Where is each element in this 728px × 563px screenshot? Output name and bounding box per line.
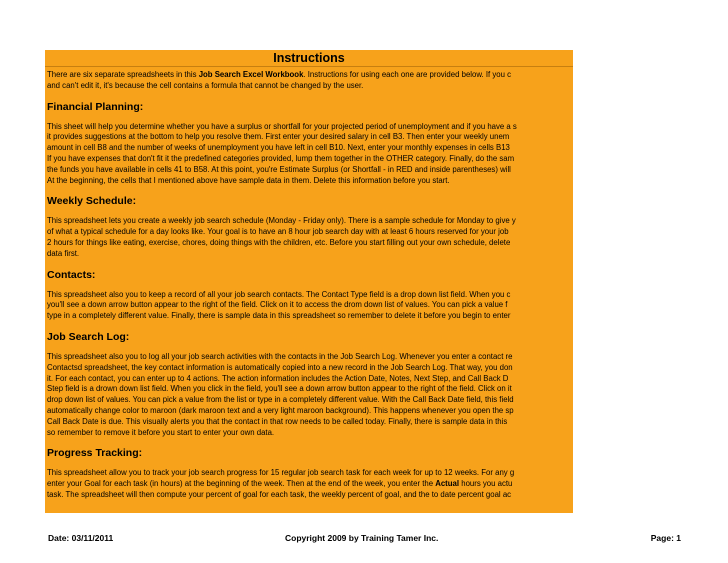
page-footer bbox=[45, 533, 681, 547]
text-line: Step field is a drown down list field. When you click in the field, you'll see a down arrow button appear to the right of the field. Click on it bbox=[47, 384, 512, 394]
footer-copyright: Copyright 2009 by Training Tamer Inc. bbox=[285, 533, 439, 543]
text-line: drop down list of values. You can pick a value from the list or type in a completely different value. With the Call Back Date field, this field bbox=[47, 395, 514, 405]
footer-page-number: Page: 1 bbox=[650, 533, 681, 543]
weekly-schedule-paragraph bbox=[45, 216, 573, 259]
intro-line: There are six separate spreadsheets in this Job Search Excel Workbook. Instructions for using each one are provided below. If you c bbox=[47, 70, 512, 79]
text-line: automatically change color to maroon (dark maroon text and a very light maroon background). This happens whenever you open the sp bbox=[47, 405, 514, 415]
text-line: This spreadsheet also you to keep a record of all your job search contacts. The Contact Type field is a drop down list field. When you c bbox=[47, 289, 511, 299]
text-line: This spreadsheet allow you to track your job search progress for 15 regular job search task for each week for up to 12 weeks. For any g bbox=[47, 468, 515, 478]
text-line: At the beginning, the cells that I mentioned above have sample data in them. Delete this information before you start. bbox=[47, 175, 450, 185]
text-line: If you have expenses that don't fit it the predefined categories provided, lump them together in the OTHER category. Finally, do the sam bbox=[47, 153, 515, 163]
contacts-paragraph bbox=[45, 290, 573, 322]
text-line: data first. bbox=[47, 248, 80, 258]
text-line: so remember to remove it before you start to enter your own data. bbox=[47, 427, 275, 437]
text-line: it. For each contact, you can enter up to 4 actions. The action information includes the Action Date, Notes, Next Step, and Call Back D bbox=[47, 373, 509, 383]
text-line: This sheet will help you determine whether you have a surplus or shortfall for your projected period of unemployment and if you have a s bbox=[47, 121, 517, 131]
weekly-schedule-heading: Weekly Schedule: bbox=[47, 195, 137, 208]
financial-planning-heading: Financial Planning: bbox=[47, 100, 144, 113]
intro-paragraph bbox=[45, 70, 573, 92]
footer-date: Date: 03/11/2011 bbox=[48, 533, 114, 543]
text-line: enter your Goal for each task (in hours) at the beginning of the week. Then at the end of the week, you enter the Actual hours you actu bbox=[47, 479, 513, 489]
text-line: of what a typical schedule for a day looks like. Your goal is to have an 8 hour job search day with at least 6 hours reserved for your job bbox=[47, 227, 509, 237]
instructions-sheet bbox=[45, 50, 573, 513]
progress-tracking-paragraph bbox=[45, 468, 573, 500]
text-line: it provides suggestions at the bottom to help you resolve them. First enter your desired salary in cell B3. Then enter your weekly unem bbox=[47, 132, 510, 142]
progress-tracking-heading: Progress Tracking: bbox=[47, 447, 143, 460]
sheet-title: Instructions bbox=[45, 50, 573, 67]
job-search-log-paragraph bbox=[45, 352, 573, 438]
text-line: task. The spreadsheet will then compute your percent of goal for each task, the weekly percent of goal, and the to date percent goal ac bbox=[47, 489, 512, 499]
text-line: Call Back Date is due. This visually alerts you that the contact in that row needs to be called today. Finally, there is sample data in this bbox=[47, 416, 508, 426]
text-line: This spreadsheet also you to log all your job search activities with the contacts in the Job Search Log. Whenever you enter a contact re bbox=[47, 351, 513, 361]
text-line: amount in cell B8 and the number of weeks of unemployment you have left in cell B10. Next, enter your monthly expenses in cells B13 bbox=[47, 143, 510, 153]
text-line: you'll see a down arrow button appear to the right of the field. Click on it to access the drom down list of values. You can pick a value f bbox=[47, 300, 508, 310]
text-line: 2 hours for things like eating, exercise, chores, doing things with the children, etc. Before you start filling out your own schedule, delete bbox=[47, 237, 511, 247]
text-line: type in a completely different value. Finally, there is sample data in this spreadsheet so remember to delete it before you begin to enter bbox=[47, 311, 511, 321]
text-line: the funds you have available in cells 41 to B58. At this point, you're Estimate Surplus (or Shortfall - in RED and inside parentheses) will bbox=[47, 164, 511, 174]
contacts-heading: Contacts: bbox=[47, 268, 96, 281]
text-line: Contactsd spreadsheet, the key contact information is automatically copied into a new record in the Job Search Log. That way, you don bbox=[47, 362, 513, 372]
financial-planning-paragraph bbox=[45, 122, 573, 187]
job-search-log-heading: Job Search Log: bbox=[47, 330, 130, 343]
text-line: This spreadsheet lets you create a weekly job search schedule (Monday - Friday only). There is a sample schedule for Monday to give y bbox=[47, 216, 516, 226]
intro-line: and can't edit it, it's because the cell contains a formula that cannot be changed by the user. bbox=[47, 80, 364, 90]
